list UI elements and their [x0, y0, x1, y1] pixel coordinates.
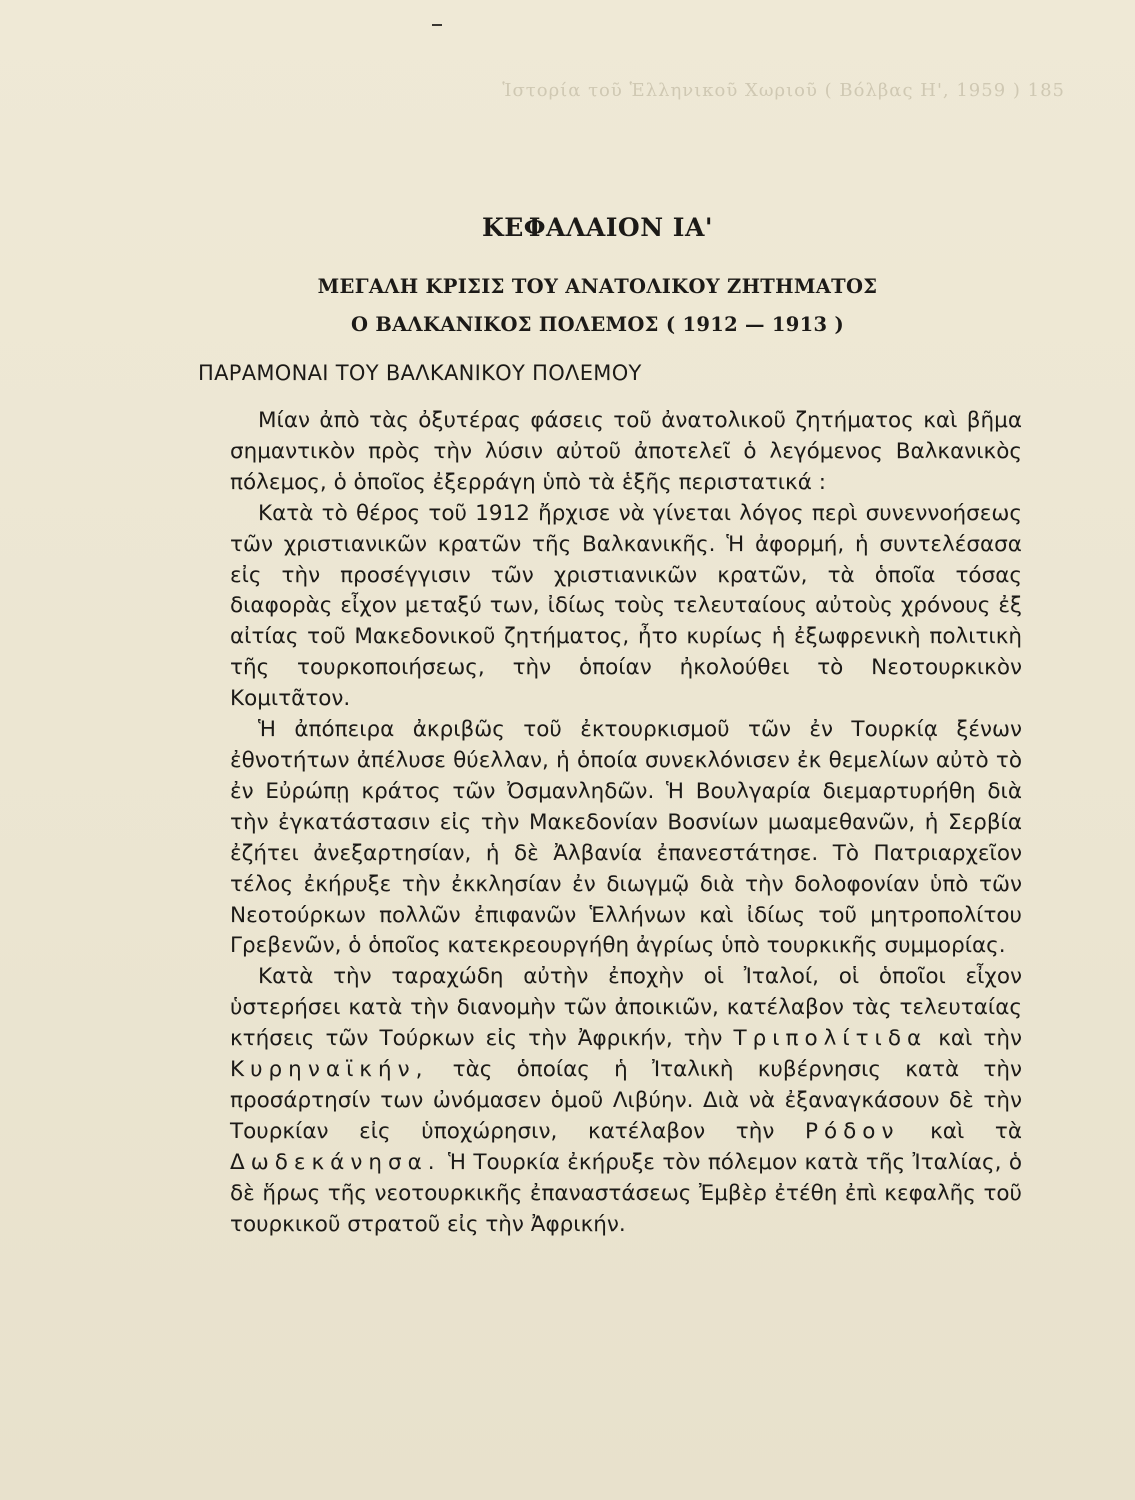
body-text [230, 406, 1022, 1240]
paragraph-4-part-d: καὶ τὰ [930, 1118, 1022, 1144]
paragraph-4-part-b: καὶ τὴν [938, 1026, 1022, 1052]
paragraph-4-part-a: Κατὰ τὴν ταραχώδη αὐτὴν ἐποχὴν οἱ Ἰταλοί, οἱ ὁποῖοι εἶχον ὑστερήσει κατὰ τὴν διανομὴν τῶν ἀποικιῶν, κατέλαβον τὰς τελευταίας κτήσεις τῶν Τούρκων εἰς τὴν Ἀφρικήν, τὴν [230, 964, 1022, 1052]
page-mark [432, 24, 442, 26]
paragraph-4-part-c: τὰς ὁποίας ἡ Ἰταλικὴ κυβέρνησις κατὰ τὴν προσάρτησίν των ὠνόμασεν ὁμοῦ Λιβύην. Διὰ νὰ ἐξαναγκάσουν δὲ τὴν Τουρκίαν εἰς ὑποχώρησιν, κατέλαβον τὴν [230, 1057, 1022, 1144]
place-tripolitis: Τριπολίτιδα [733, 1026, 928, 1052]
place-dodekanisa: Δωδεκάνησα. [230, 1149, 441, 1175]
bleed-through-header: Ἱστορία τοῦ Ἑλληνικοῦ Χωριοῦ ( Βόλβας Η', 1959 ) 185 [502, 80, 1065, 101]
chapter-title: ΚΕΦΑΛΑΙΟΝ ΙΑ' [481, 213, 714, 242]
paragraph-1: Μίαν ἀπὸ τὰς ὀξυτέρας φάσεις τοῦ ἀνατολικοῦ ζητήματος καὶ βῆμα σημαντικὸν πρὸς τὴν λύσιν αὐτοῦ ἀποτελεῖ ὁ λεγόμενος Βαλκανικὸς πόλεμος, ὁ ὁποῖος ἐξερράγη ὑπὸ τὰ ἑξῆς περιστατικά : [230, 408, 1022, 495]
place-rodos: Ρόδον [805, 1118, 900, 1144]
subtitle-line-1: ΜΕΓΑΛΗ ΚΡΙΣΙΣ ΤΟΥ ΑΝΑΤΟΛΙΚΟΥ ΖΗΤΗΜΑΤΟΣ [317, 275, 878, 298]
section-heading: ΠΑΡΑΜΟΝΑΙ ΤΟΥ ΒΑΛΚΑΝΙΚΟΥ ΠΟΛΕΜΟΥ [198, 361, 642, 385]
paragraph-3: Ἡ ἀπόπειρα ἀκριβῶς τοῦ ἐκτουρκισμοῦ τῶν ἐν Τουρκίᾳ ξένων ἐθνοτήτων ἀπέλυσε θύελλαν, ἡ ὁποία συνεκλόνισεν ἐκ θεμελίων αὐτὸ τὸ ἐν Εὐρώπῃ κράτος τῶν Ὀσμανληδῶν. Ἡ Βουλγαρία διεμαρτυρήθη διὰ τὴν ἐγκατάστασιν εἰς τὴν Μακεδονίαν Βοσνίων μωαμεθανῶν, ἡ Σερβία ἐζήτει ἀνεξαρτησίαν, ἡ δὲ Ἀλβανία ἐπανεστάτησε. Τὸ Πατριαρχεῖον τέλος ἐκήρυξε τὴν ἐκκλησίαν ἐν διωγμῷ διὰ τὴν δολοφονίαν ὑπὸ τῶν Νεοτούρκων πολλῶν ἐπιφανῶν Ἑλλήνων καὶ ἰδίως τοῦ μητροπολίτου Γρεβενῶν, ὁ ὁποῖος κατεκρεουργήθη ἀγρίως ὑπὸ τουρκικῆς συμμορίας. [230, 717, 1022, 959]
place-kyrenaiki: Κυρηναϊκήν, [230, 1057, 429, 1083]
paragraph-2: Κατὰ τὸ θέρος τοῦ 1912 ἤρχισε νὰ γίνεται λόγος περὶ συνεννοήσεως τῶν χριστιανικῶν κρατῶν τῆς Βαλκανικῆς. Ἡ ἀφορμή, ἡ συντελέσασα εἰς τὴν προσέγγισιν τῶν χριστιανικῶν κρατῶν, τὰ ὁποῖα τόσας διαφορὰς εἶχον μεταξύ των, ἰδίως τοὺς τελευταίους αὐτοὺς χρόνους ἐξ αἰτίας τοῦ Μακεδονικοῦ ζητήματος, ἦτο κυρίως ἡ ἐξωφρενικὴ πολιτικὴ τῆς τουρκοποιήσεως, τὴν ὁποίαν ἠκολούθει τὸ Νεοτουρκικὸν Κομιτᾶτον. [230, 500, 1022, 712]
paragraph-4 [230, 962, 1022, 1240]
subtitle-line-2: Ο ΒΑΛΚΑΝΙΚΟΣ ΠΟΛΕΜΟΣ ( 1912 — 1913 ) [350, 313, 845, 336]
paragraph-4-part-e: Ἡ Τουρκία ἐκήρυξε τὸν πόλεμον κατὰ τῆς Ἰταλίας, ὁ δὲ ἥρως τῆς νεοτουρκικῆς ἐπαναστάσεως Ἐμβὲρ ἐτέθη ἐπὶ κεφαλῆς τοῦ τουρκικοῦ στρατοῦ εἰς τὴν Ἀφρικήν. [230, 1149, 1022, 1237]
